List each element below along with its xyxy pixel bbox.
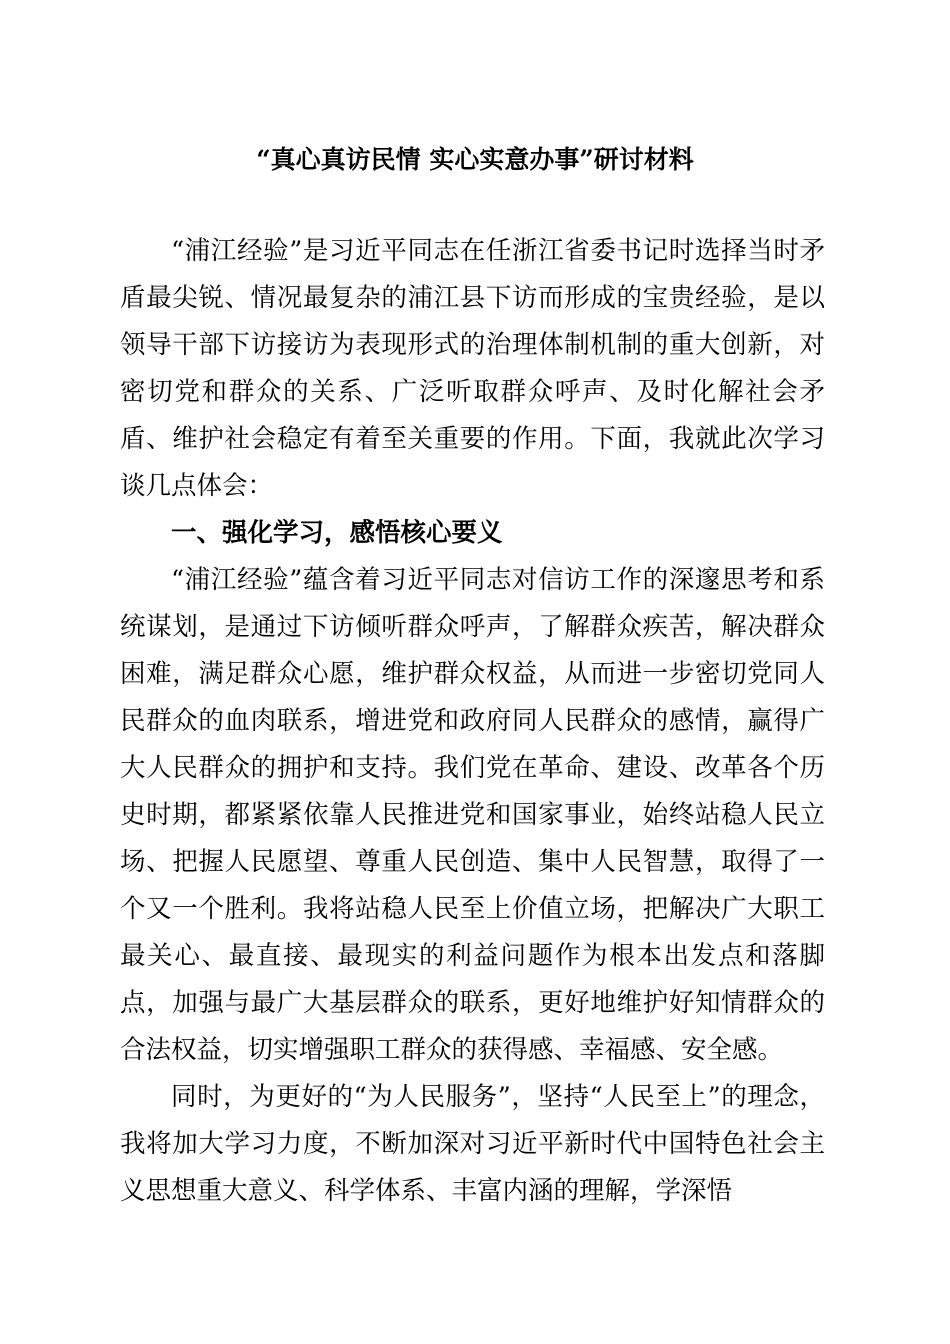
document-body: [120, 228, 825, 1215]
section1-paragraph-1: “浦江经验”蕴含着习近平同志对信访工作的深邃思考和系统谋划，是通过下访倾听群众呼声，了解群众疾苦，解决群众困难，满足群众心愿，维护群众权益，从而进一步密切党同人民群众的血肉联系，增进党和政府同人民群众的感情，赢得广大人民群众的拥护和支持。我们党在革命、建设、改革各个历史时期，都紧紧依靠人民推进党和国家事业，始终站稳人民立场、把握人民愿望、尊重人民创造、集中人民智慧，取得了一个又一个胜利。我将站稳人民至上价值立场，把解决广大职工最关心、最直接、最现实的利益问题作为根本出发点和落脚点，加强与最广大基层群众的联系，更好地维护好知情群众的合法权益，切实增强职工群众的获得感、幸福感、安全感。: [120, 565, 825, 1065]
section1-paragraph-2: 同时，为更好的“为人民服务”，坚持“人民至上”的理念，我将加大学习力度，不断加深对习近平新时代中国特色社会主义思想重大意义、科学体系、丰富内涵的理解，学深悟: [120, 1082, 825, 1206]
section-heading-1: 一、强化学习，感悟核心要义: [171, 518, 503, 548]
intro-paragraph: “浦江经验”是习近平同志在任浙江省委书记时选择当时矛盾最尖锐、情况最复杂的浦江县下访而形成的宝贵经验，是以领导干部下访接访为表现形式的治理体制机制的重大创新，对密切党和群众的关系、广泛听取群众呼声、及时化解社会矛盾、维护社会稳定有着至关重要的作用。下面，我就此次学习谈几点体会：: [120, 236, 825, 501]
document-title: “真心真访民情 实心实意办事”研讨材料: [256, 145, 694, 174]
